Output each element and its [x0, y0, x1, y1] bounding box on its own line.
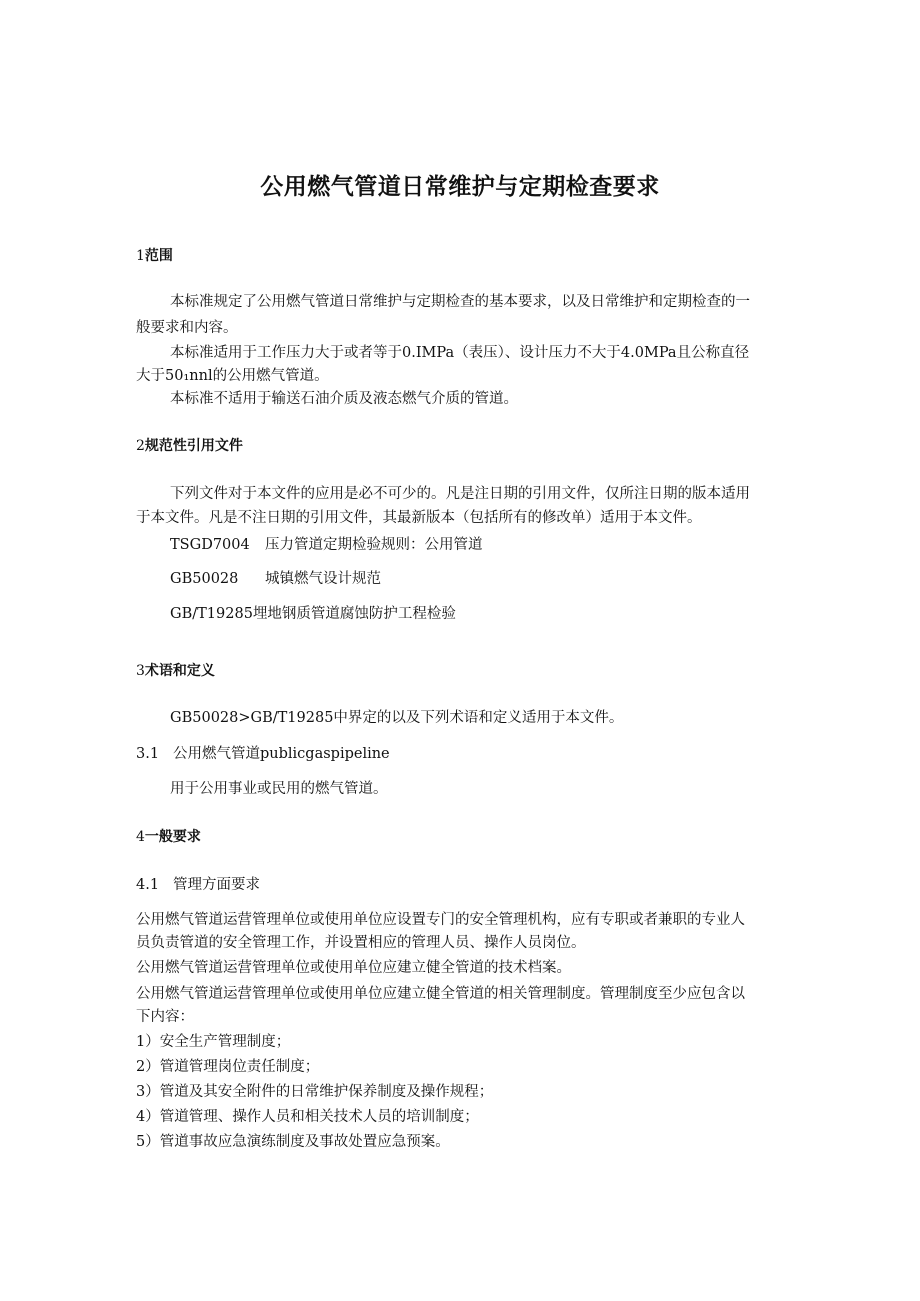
- section-4-heading: [136, 827, 201, 847]
- section-4-para-3-line-2: 下内容：: [136, 1009, 194, 1025]
- section-1-number: 1: [136, 248, 145, 264]
- subsection-4-1-number: 4.1: [136, 877, 160, 893]
- section-1-title: 范围: [144, 248, 173, 264]
- reference-item: [170, 604, 456, 624]
- section-1-para-2-line-1: 本标准适用于工作压力大于或者等于0.IMPa（表压）、设计压力不大于4.0MPa且公称直径: [170, 345, 750, 361]
- reference-name: 埋地钢质管道腐蚀防护工程检验: [252, 606, 456, 622]
- reference-name: 压力管道定期检验规则：公用管道: [265, 537, 483, 553]
- reference-code: GB/T19285: [170, 606, 253, 622]
- section-2-para-1-line-1: 下列文件对于本文件的应用是必不可少的。凡是注日期的引用文件，仅所注日期的版本适用: [170, 486, 750, 502]
- section-2-para-1-line-2: 于本文件。凡是不注日期的引用文件，其最新版本（包括所有的修改单）适用于本文件。: [136, 510, 702, 526]
- document-title: 公用燃气管道日常维护与定期检查要求: [260, 174, 660, 200]
- section-4-title: 一般要求: [144, 829, 201, 845]
- section-4-para-2: 公用燃气管道运营管理单位或使用单位应建立健全管道的技术档案。: [136, 960, 571, 976]
- section-1-para-2-line-2: 大于50₁nnl的公用燃气管道。: [136, 368, 329, 384]
- subsection-3-1-number: 3.1: [136, 746, 160, 762]
- section-1-para-3: 本标准不适用于输送石油介质及液态燃气介质的管道。: [170, 391, 518, 407]
- subsection-3-1-term: 公用燃气管道publicgaspipeline: [173, 746, 390, 762]
- subsection-4-1-heading: [136, 875, 260, 895]
- section-1-para-1-line-2: 般要求和内容。: [136, 320, 238, 336]
- subsection-3-1-definition: 用于公用事业或民用的燃气管道。: [170, 781, 388, 797]
- subsection-4-1-title: 管理方面要求: [173, 877, 260, 893]
- subsection-3-1-heading: [136, 744, 390, 764]
- reference-code: GB50028: [170, 571, 239, 587]
- section-2-number: 2: [136, 438, 145, 454]
- section-1-heading: [136, 246, 173, 266]
- list-item: 2）管道管理岗位责任制度；: [136, 1059, 320, 1075]
- section-4-para-3-line-1: 公用燃气管道运营管理单位或使用单位应建立健全管道的相关管理制度。管理制度至少应包含以: [136, 986, 745, 1002]
- section-3-para-1: GB50028>GB/T19285中界定的以及下列术语和定义适用于本文件。: [170, 710, 624, 726]
- section-4-para-1-line-1: 公用燃气管道运营管理单位或使用单位应设置专门的安全管理机构，应有专职或者兼职的专业人: [136, 912, 745, 928]
- section-4-number: 4: [136, 829, 145, 845]
- list-item: 4）管道管理、操作人员和相关技术人员的培训制度；: [136, 1109, 479, 1125]
- list-item: 5）管道事故应急演练制度及事故处置应急预案。: [136, 1134, 450, 1150]
- reference-item: [170, 569, 381, 589]
- section-2-title: 规范性引用文件: [144, 438, 243, 454]
- section-3-title: 术语和定义: [144, 663, 215, 679]
- section-3-heading: [136, 661, 215, 681]
- reference-item: [170, 535, 483, 555]
- list-item: 3）管道及其安全附件的日常维护保养制度及操作规程；: [136, 1084, 494, 1100]
- list-item: 1）安全生产管理制度；: [136, 1034, 291, 1050]
- reference-code: TSGD7004: [170, 537, 250, 553]
- section-4-para-1-line-2: 员负责管道的安全管理工作，并设置相应的管理人员、操作人员岗位。: [136, 935, 586, 951]
- section-2-heading: [136, 436, 243, 456]
- section-3-number: 3: [136, 663, 145, 679]
- reference-name: 城镇燃气设计规范: [265, 571, 381, 587]
- section-1-para-1-line-1: 本标准规定了公用燃气管道日常维护与定期检查的基本要求，以及日常维护和定期检查的一: [170, 294, 750, 310]
